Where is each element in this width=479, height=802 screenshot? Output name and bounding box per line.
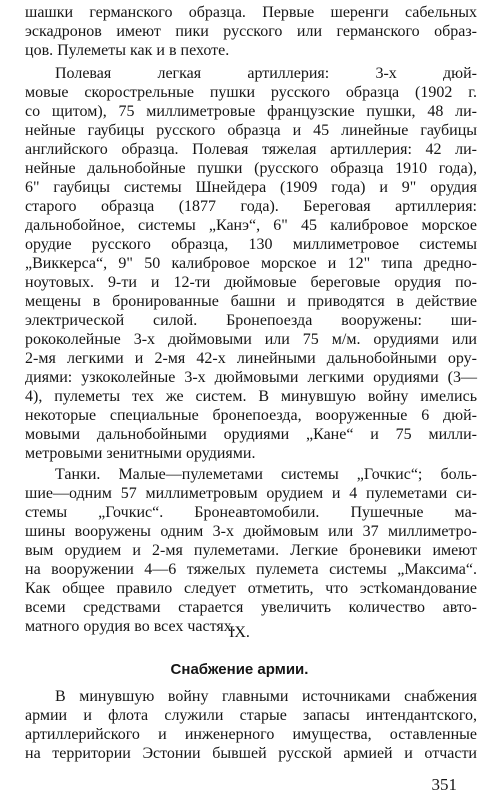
text-line: на территории Эстонии бывшей русской армией и отчасти: [25, 745, 477, 762]
text-line: диями: узкоколейные 3-х дюймовыми легкими орудиями (3—: [25, 369, 477, 386]
text-line: мещены в бронированные башни и приводятся в действие: [25, 293, 477, 310]
text-line: шины вооружены одним 3-х дюймовым или 37 миллиметро-: [25, 523, 477, 540]
text-line: „Виккерса“, 9" 50 калибровое морское и 12" типа дредно-: [25, 255, 477, 272]
text-line: 6" гаубицы системы Шнейдера (1909 года) и 9" орудия: [25, 179, 477, 196]
text-line: некоторые специальные бронепоезда, вооруженные 6 дюй-: [25, 407, 477, 424]
text-line: орудие русского образца, 130 миллиметровое системы: [25, 236, 477, 253]
text-line: нейные дальнобойные пушки (русского образца 1910 года),: [25, 160, 477, 177]
text-line: армии и флота служили старые запасы интендантского,: [25, 707, 477, 724]
text-line: В минувшую войну главными источниками снабжения: [55, 688, 477, 705]
text-line: ноутовых. 9-ти и 12-ти дюймовые береговые орудия по-: [25, 274, 477, 291]
text-line: Как общее правило следует отметить, что эстkомандование: [25, 580, 477, 597]
text-line: эскадронов имеют пики русского или германского образ-: [25, 23, 477, 40]
text-line: мовыми дальнобойными орудиями „Кане“ и 75 милли-: [25, 426, 477, 443]
text-line: всеми средствами старается увеличить количество авто-: [25, 599, 477, 616]
text-line: шие—одним 57 миллиметровым орудием и 4 пулеметами си-: [25, 485, 477, 502]
text-line: электрической силой. Бронепоезда вооружены: ши-: [25, 312, 477, 329]
text-line: шашки германского образца. Первые шеренги сабельных: [25, 4, 477, 21]
text-line: английского образца. Полевая тяжелая артиллерия: 42 ли-: [25, 141, 477, 158]
text-line: вым орудием и 2-мя пулеметами. Легкие броневики имеют: [25, 542, 477, 559]
text-line: цов. Пулеметы как и в пехоте.: [25, 42, 230, 59]
text-line: старого образца (1877 года). Береговая артиллерия:: [25, 198, 477, 215]
text-line: Танки. Малые—пулеметами системы „Гочкис“; боль-: [55, 466, 477, 483]
text-line: матного орудия во всех частях.: [25, 618, 236, 635]
text-line: метровыми зенитными орудиями.: [25, 445, 256, 462]
text-line: рококолейные 3-х дюймовыми или 75 м/м. орудиями или: [25, 331, 477, 348]
text-line: 4), пулеметы тех же систем. В минувшую войну имелись: [25, 388, 477, 405]
text-line: на вооружении 4—6 тяжелых пулемета системы „Максима“.: [25, 561, 477, 578]
text-line: стемы „Гочкис“. Бронеавтомобили. Пушечные ма-: [25, 504, 477, 521]
section-number: IX.: [229, 624, 250, 641]
text-line: Полевая легкая артиллерия: 3-х дюй-: [55, 65, 477, 82]
text-line: дальнобойное, системы „Канэ“, 6" 45 калибровое морское: [25, 217, 477, 234]
text-line: мовые скорострельные пушки русского образца (1902 г.: [25, 84, 477, 101]
section-title: Снабжение армии.: [170, 661, 309, 678]
text-line: 2-мя легкими и 2-мя 42-х линейными дальнобойными ору-: [25, 350, 477, 367]
text-line: нейные гаубицы русского образца и 45 линейные гаубицы: [25, 122, 477, 139]
text-line: артиллерийского и инженерного имущества, оставленные: [25, 726, 477, 743]
text-line: со щитом), 75 миллиметровые французские пушки, 48 ли-: [25, 103, 477, 120]
page-number: 351: [431, 775, 457, 794]
